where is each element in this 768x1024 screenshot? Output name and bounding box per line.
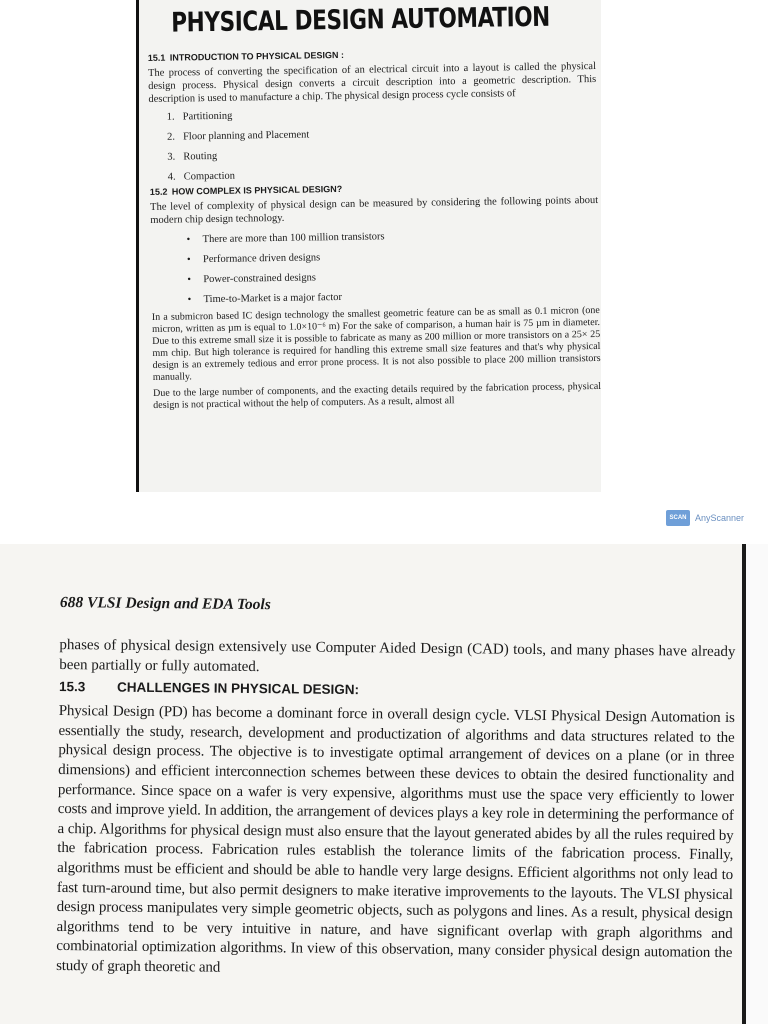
section-number: 15.3 <box>58 679 86 695</box>
scanned-page-bottom <box>0 544 768 1024</box>
running-head: 688 VLSI Design and EDA Tools <box>59 594 271 614</box>
section-title: HOW COMPLEX IS PHYSICAL DESIGN? <box>171 183 343 197</box>
page-edge-divider <box>742 544 746 1024</box>
process-steps-list <box>167 105 598 183</box>
scanner-logo-icon: SCAN <box>666 510 690 526</box>
intro-paragraph: The process of converting the specification of an electrical circuit into a layout is called the physical design process. Physical design converts a circuit description into a geometric description. This description is used to manufacture a chip. The physical design process cycle consists of <box>147 60 597 105</box>
page-margin <box>746 544 768 1024</box>
list-item: 3. Routing <box>167 150 218 163</box>
list-item: • Performance driven designs <box>187 248 599 265</box>
list-item: 1. Partitioning <box>166 110 233 123</box>
list-item: • Time-to-Market is a major factor <box>188 288 600 305</box>
section-title: INTRODUCTION TO PHYSICAL DESIGN : <box>169 49 345 63</box>
list-item: • There are more than 100 million transistors <box>187 228 599 245</box>
chapter-title: PHYSICAL DESIGN AUTOMATION <box>170 1 551 39</box>
section-number: 15.2 <box>149 186 168 197</box>
section-number: 15.1 <box>147 52 166 63</box>
continuation-paragraph: phases of physical design extensively use Computer Aided Design (CAD) tools, and many phases have already been partially or fully automated. <box>59 636 736 675</box>
list-item: 4. Compaction <box>167 170 236 183</box>
challenges-paragraph: Physical Design (PD) has become a dominant force in overall design cycle. VLSI Physical Design Automation is essentially the study, research, development and productization of algorithms and data structures related to the physical design process. The objective is to investigate optimal arrangement of devices on a plane (or in three dimensions) and efficient interconnection schemes between these devices to obtain the desired functionality and performance. Since space on a wafer is very expensive, algorithms must use the space very efficiently to lower costs and improve yield. In addition, the arrangement of devices plays a key role in determining the performance of a chip. Algorithms for physical design must also ensure that the layout generated abides by all the rules required by the fabrication process. Fabrication rules establish the tolerance limits of the fabrication process. Finally, algorithms must be efficient and should be able to handle very large designs. Efficient algorithms not only lead to fast turn-around time, but also permit designers to make iterative improvements to the layouts. The VLSI physical design process manipulates very simple geometric objects, such as polygons and lines. As a result, physical design algorithms tend to be very intuitive in nature, and have significant overlap with graph algorithms and combinatorial optimization algorithms. In view of this observation, many consider physical design automation the study of graph theoretic and <box>56 703 735 976</box>
complexity-bullets <box>187 228 600 305</box>
list-item: • Power-constrained designs <box>187 268 599 285</box>
section-title: CHALLENGES IN PHYSICAL DESIGN: <box>116 679 360 698</box>
submicron-paragraph: In a submicron based IC design technology the smallest geometric feature can be as small as 0.1 micron (one micron, written as µm is equal to 1.0×10⁻⁶ m) For the sake of comparison, a human hair is 75 µm in diameter. Due to this extreme small size it is possible to fabricate as many as 200 million or more transistors on a 25× 25 mm chip. But high tolerance is required for handling this extreme small size features and that's why physical design is an extremely tedious and error prone process. It is not also possible to place 200 million transistors manually. <box>151 304 601 383</box>
scanned-page-top <box>136 0 601 492</box>
section-heading-15-3 <box>59 679 735 701</box>
complexity-paragraph: The level of complexity of physical design can be measured by considering the following points about modern chip design technology. <box>150 194 599 226</box>
scanner-label: AnyScanner <box>695 513 745 523</box>
list-item: 2. Floor planning and Placement <box>166 129 310 143</box>
scanner-watermark <box>666 510 744 526</box>
components-paragraph: Due to the large number of components, and the exacting details required by the fabrication process, physical design is not practical without the help of computers. As a result, almost all <box>152 380 601 411</box>
